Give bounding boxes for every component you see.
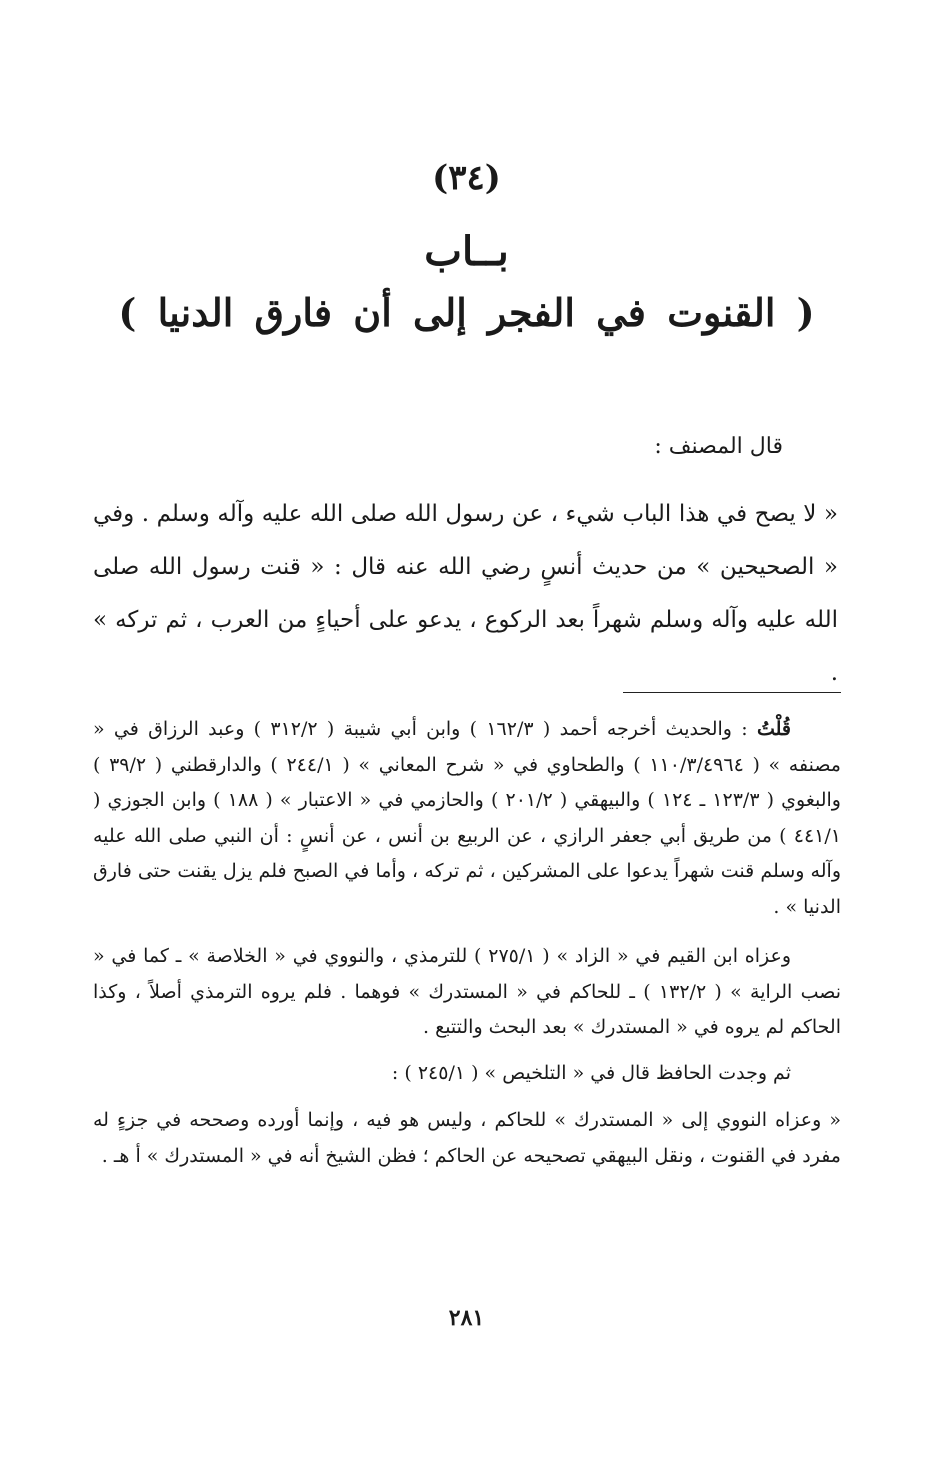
note-paragraph-3: ثم وجدت الحافظ قال في « التلخيص » ( ٢٤٥/١ ) : bbox=[391, 1061, 791, 1084]
author-quote: « لا يصح في هذا الباب شيء ، عن رسول الله صلى الله عليه وآله وسلم . وفي « الصحيحين » من حديث أنسٍ رضي الله عنه قال : « قنت رسول الله صلى الله عليه وآله وسلم شهراً بعد الركوع ، يدعو على أحياءٍ من العرب ، ثم تركه » . bbox=[93, 501, 838, 686]
commentary-notes bbox=[93, 712, 841, 1174]
note-paragraph-1 bbox=[93, 712, 841, 925]
note-lead-word: قُلْتُ bbox=[756, 718, 792, 740]
page-number: ٢٨١ bbox=[448, 1305, 485, 1331]
footnote-divider bbox=[623, 692, 841, 693]
note-paragraph-1-text: : والحديث أخرجه أحمد ( ١٦٢/٣ ) وابن أبي شيبة ( ٣١٢/٢ ) وعبد الرزاق في « مصنفه » ( ١١٠/٣/٤٩٦٤ ) والطحاوي في « شرح المعاني » ( ٢٤٤/١ ) والدارقطني ( ٣٩/٢ ) والبغوي ( ١٢٣/٣ ـ ١٢٤ ) والبيهقي ( ٢٠١/٢ ) والحازمي في « الاعتبار » ( ١٨٨ ) وابن الجوزي ( ٤٤١/١ ) من طريق أبي جعفر الرازي ، عن الربيع بن أنس ، عن أنسٍ : أن النبي صلى الله عليه وآله وسلم قنت شهراً يدعوا على المشركين ، ثم تركه ، وأما في الصبح فلم يزل يقنت حتى فارق الدنيا » . bbox=[93, 718, 841, 918]
chapter-label: بــاب bbox=[424, 228, 509, 275]
author-label: قال المصنف : bbox=[654, 434, 783, 459]
note-paragraph-2: وعزاه ابن القيم في « الزاد » ( ٢٧٥/١ ) للترمذي ، والنووي في « الخلاصة » ـ كما في « نصب الراية » ( ١٣٢/٢ ) ـ للحاكم في « المستدرك » فوهما . فلم يروه الترمذي أصلاً ، وكذا الحاكم لم يروه في « المستدرك » بعد البحث والتتبع . bbox=[93, 945, 842, 1038]
chapter-title: ( القنوت في الفجر إلى أن فارق الدنيا ) bbox=[118, 290, 815, 335]
note-paragraph-4: « وعزاه النووي إلى « المستدرك » للحاكم ، وليس هو فيه ، وإنما أورده وصححه في جزءٍ له مفرد في القنوت ، ونقل البيهقي تصحيحه عن الحاكم ؛ فظن الشيخ أنه في « المستدرك » أ هـ . bbox=[93, 1109, 841, 1167]
chapter-number: (٣٤) bbox=[432, 158, 501, 198]
